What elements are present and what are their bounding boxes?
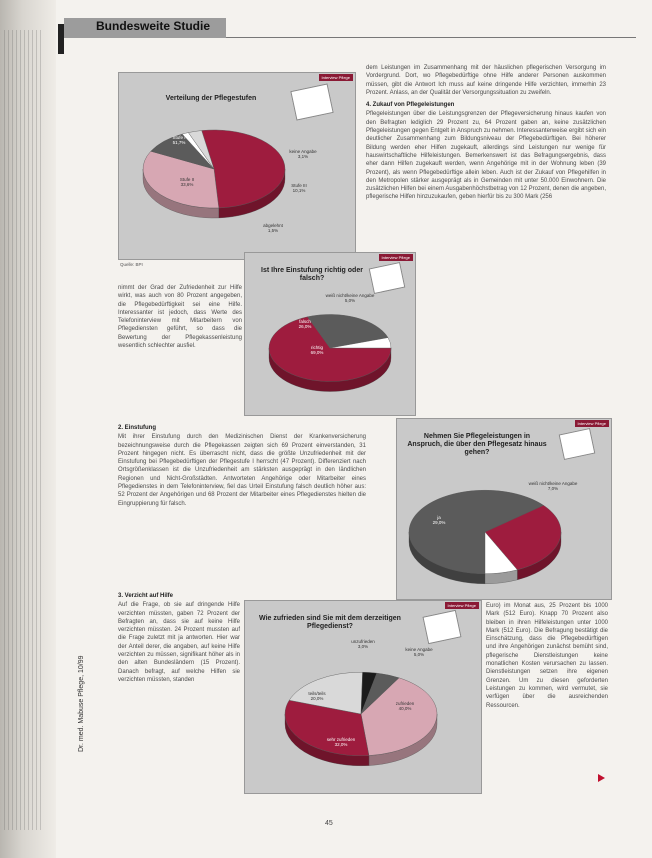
book-edge bbox=[0, 0, 56, 858]
text-column-right-top bbox=[366, 64, 606, 234]
header-rule bbox=[226, 37, 636, 38]
paragraph: Mit ihrer Einstufung durch den Medizinischen Dienst der Krankenversicherung bezeichnungsweise durch die Pflegekassen zeigten sich 69 Prozent einverstanden, 31 Prozent hingegen nicht. Es überrascht nicht, dass die größte Unzufriedenheit mit der Einstufung bei Pflegebedürftigen der Pflegestufe I herrscht (47 Prozent). Differenziert nach Ortsgrößenklassen ist die Unzufriedenheit am stärksten ausgeprägt in den ländlichen Regionen und Nicht-Großstädten. Antworteten Angehörige oder Mitarbeiter eines Pflegedienstes in dem Telefoninterview, fiel das Urteil Einstufung falsch deutlich höher aus: 52 Prozent der Angehörigen und 68 Prozent der Mitarbeiter eines Pflegedienstes hielten die Eingruppierung für falsch. bbox=[118, 434, 366, 507]
chart-tag: Interview Pflege bbox=[445, 602, 479, 609]
chart-title: Verteilung der Pflegestufen bbox=[165, 95, 257, 102]
pencil-icon bbox=[369, 262, 406, 294]
chart-title: Wie zufrieden sind Sie mit dem derzeitigen Pflegedienst? bbox=[259, 615, 401, 630]
chart-box-einstufung bbox=[244, 252, 416, 416]
data-label: zufrieden 40,0% bbox=[395, 701, 415, 711]
page-number: 45 bbox=[325, 820, 333, 827]
text-column-right-bottom bbox=[486, 602, 608, 782]
pie-chart-pflegeleistungen bbox=[405, 481, 565, 593]
pie-chart-zufriedenheit bbox=[281, 657, 441, 781]
pencil-icon bbox=[559, 428, 596, 460]
data-label: keine Angabe 3,1% bbox=[289, 149, 317, 159]
chart-title: Nehmen Sie Pflegeleistungen in Anspruch, die über den Pflegesatz hinaus gehen? bbox=[407, 433, 547, 456]
data-label: Stufe III 10,1% bbox=[291, 183, 307, 193]
page-header-title: Bundesweite Studie bbox=[96, 19, 211, 33]
data-label: abgelehnt 1,5% bbox=[263, 223, 283, 233]
chart-caption: Quelle: BPI bbox=[120, 262, 143, 267]
chart-box-pflegeleistungen bbox=[396, 418, 612, 600]
pencil-icon bbox=[290, 83, 333, 120]
data-label: falsch 26,0% bbox=[298, 319, 312, 329]
data-label: teils/teils 20,0% bbox=[308, 691, 326, 701]
chart-tag: Interview Pflege bbox=[319, 74, 353, 81]
section-heading: 4. Zukauf von Pflegeleistungen bbox=[366, 102, 455, 109]
data-label: Stufe I 51,7% bbox=[172, 135, 186, 145]
chart-box-zufriedenheit bbox=[244, 600, 482, 794]
data-label: unzufrieden 3,0% bbox=[351, 639, 375, 649]
section-heading: 2. Einstufung bbox=[118, 425, 156, 431]
data-label: Stufe II 33,6% bbox=[179, 177, 195, 187]
paragraph: Pflegeleistungen über die Leistungsgrenzen der Pflegeversicherung hinaus kaufen von den Befragten lediglich 29 Prozent zu, 64 Prozent gaben an, keine zusätzlichen Pflegeleistungen gegen Entgelt in Anspruch zu nehmen. Interessanterweise ergibt sich ein deutlicher Zusammenhang zum Bildungsniveau der Pflegebedürftigen. Bei höherer Bildung werden eher Hilfen zugekauft, allerdings sind Leistungen nur wenige für hauswirtschaftliche Hilfeleistungen. Bemerkenswert ist das Befragungsergebnis, dass eher dann Hilfen zugekauft werden, wenn Angehörige mit in der Wohnung leben (39 Prozent), als wenn Pflegebedürftige allein leben. Auch ist der Zukauf von Pflegehilfen in den Metropolen stärker ausgeprägt als in Gemeinden mit unter 50.000 Einwohnern. Die zusätzlichen Hilfen bei einem Ausgabenhöchstbetrag von 12 Prozent, denen die angeben, pflegerische Hilfen hinzuzukaufen, geben hierfür bis zu 300 Mark (256 bbox=[366, 111, 606, 201]
chart-title: Ist Ihre Einstufung richtig oder falsch? bbox=[261, 267, 363, 282]
data-label: keine Angabe 5,0% bbox=[405, 647, 433, 657]
paragraph: dem Leistungen im Zusammenhang mit der häuslichen pflegerischen Versorgung im Vordergrund. Dort, wo Pflegebedürftige ohne Hilfe anderer Personen auskommen müssen, gibt die Antwort Ich muss auf keine dringende Hilfe verzichten, immerhin 23 Prozent. Anlass, an der Qualität der Versorgungssituation zu zweifeln. bbox=[366, 65, 606, 96]
continue-arrow-icon bbox=[598, 774, 605, 782]
chart-tag: Interview Pflege bbox=[575, 420, 609, 427]
paragraph: Euro) im Monat aus, 25 Prozent bis 1000 Mark (512 Euro). Knapp 70 Prozent also bleiben in ihren Hilfeleistungen unter 1000 Mark (512 Euro). Die Befragung bestätigt die Einschätzung, dass die Pflegebedürftigen und ihre Angehörigen zunächst bemüht sind, pflegerische Dienstleistungen keine monatlichen Kosten verursachen zu lassen. Dienstleistungen setzen ihre eigenen Grenzen. Um zu diesen geforderten Leistungen zu kommen, wird vermutet, sie verfügen über die ausreichenden Ressourcen. bbox=[486, 603, 608, 709]
data-label: weiß nicht/keine Angabe 7,0% bbox=[528, 481, 578, 491]
section-heading: 3. Verzicht auf Hilfe bbox=[118, 593, 174, 599]
text-column-left-middle bbox=[118, 420, 366, 590]
paragraph: nimmt der Grad der Zufriedenheit zur Hilfe wirkt, was auch von 80 Prozent angegeben, die Pflegebedürftigkeit sei eine Hilfe. Interessanter ist jedoch, dass Werte des Telefoninterview mit Mitarbeitern von Pflegediensten geführt, so dass die Bewertung der Pflegekassenleistung wesentlich schlechter ausfiel. bbox=[118, 285, 242, 350]
text-column-left-bottom bbox=[118, 588, 240, 784]
data-label: sehr zufrieden 32,0% bbox=[326, 737, 356, 747]
chart-tag: Interview Pflege bbox=[379, 254, 413, 261]
data-label: nein 64,0% bbox=[490, 553, 504, 563]
data-label: richtig 69,0% bbox=[310, 345, 324, 355]
chart-box-pflegestufen bbox=[118, 72, 356, 260]
paragraph: Auf die Frage, ob sie auf dringende Hilfe verzichten müssten, gaben 72 Prozent der Befragten an, dass sie auf keine Hilfe verzichten müssten. 24 Prozent mussten auf die Frage zuletzt mit ja antworten. Hier war der Anteil derer, die angaben, auf keine Hilfe verzichten zu müssen, signifikant höher als in den alten Bundesländern (15 Prozent). Danach befragt, auf welche Hilfen sie verzichten müssten, standen bbox=[118, 602, 240, 683]
data-label: weiß nicht/keine Angabe 5,0% bbox=[325, 293, 375, 303]
data-label: ja 29,0% bbox=[432, 515, 446, 525]
text-column-left-top bbox=[118, 284, 242, 414]
pencil-icon bbox=[422, 610, 461, 644]
journal-side-label: Dr. med. Mabuse Pflege, 10/99 bbox=[78, 655, 85, 752]
